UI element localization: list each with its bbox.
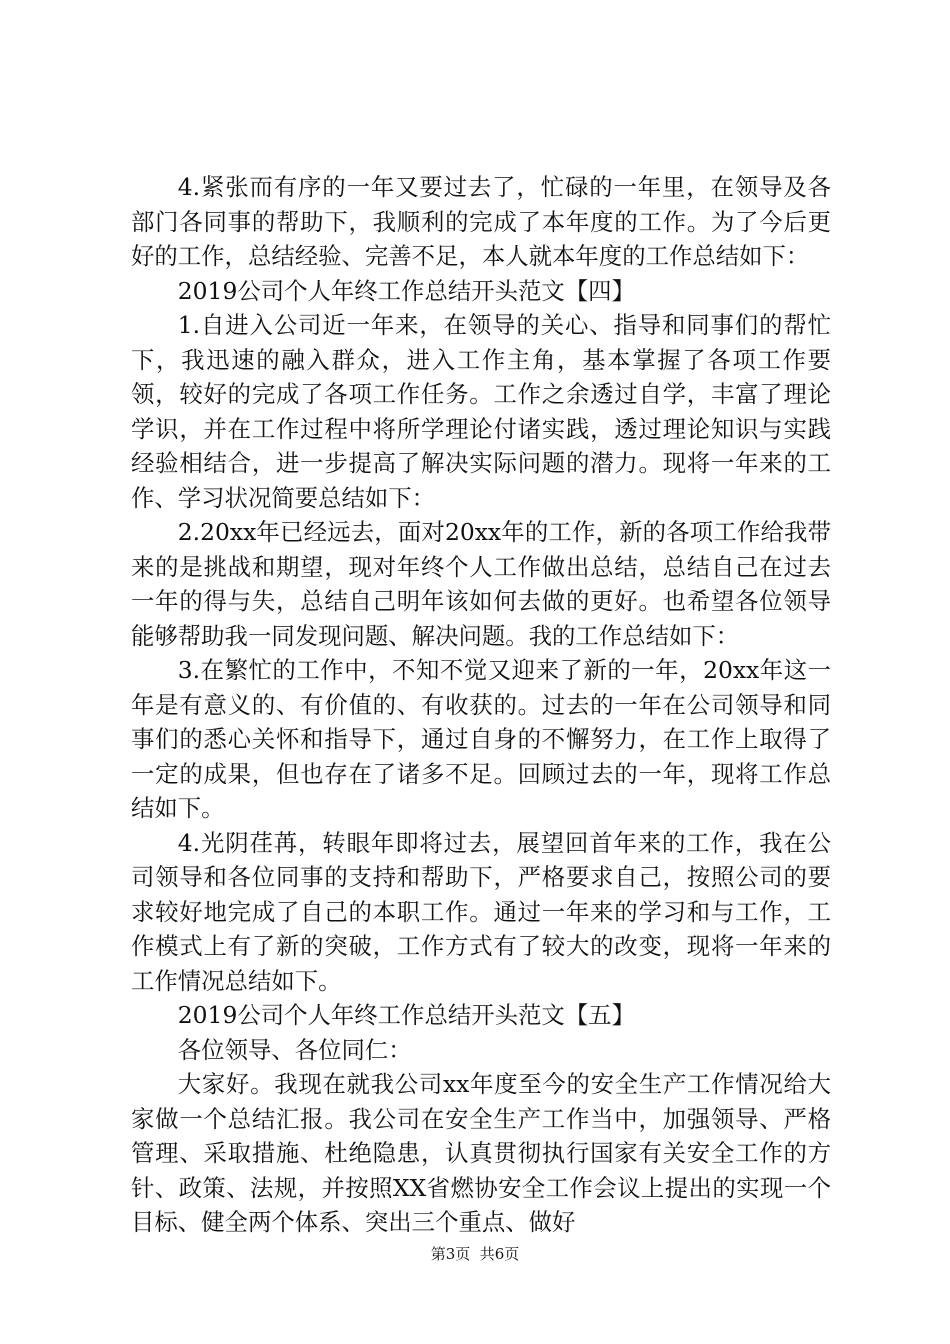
section-heading-four: 2019公司个人年终工作总结开头范文【四】 (177, 276, 635, 305)
paragraph-item-1: 1.自进入公司近一年来，在领导的关心、指导和同事们的帮忙下，我迅速的融入群众，进入工作主角，基本掌握了各项工作要领，较好的完成了各项工作任务。工作之余透过自学，丰富了理论学识，并在工作过程中将所学理论付诸实践，透过理论知识与实践经验相结合，进一步提高了解决实际问题的潜力。现将一年来的工作、学习状况简要总结如下： (131, 311, 831, 512)
paragraph-item-4: 4.光阴荏苒，转眼年即将过去，展望回首年来的工作，我在公司领导和各位同事的支持和帮助下，严格要求自己，按照公司的要求较好地完成了自己的本职工作。通过一年来的学习和与工作，工作模式上有了新的突破，工作方式有了较大的改变，现将一年来的工作情况总结如下。 (131, 828, 831, 995)
paragraph-intro-4: 4.紧张而有序的一年又要过去了，忙碌的一年里，在领导及各部门各同事的帮助下，我顺利的完成了本年度的工作。为了今后更好的工作，总结经验、完善不足，本人就本年度的工作总结如下： (131, 173, 831, 270)
section-heading-five: 2019公司个人年终工作总结开头范文【五】 (177, 1001, 635, 1029)
salutation: 各位领导、各位同仁： (177, 1035, 412, 1064)
document-body (131, 170, 831, 1240)
paragraph-report: 大家好。我现在就我公司xx年度至今的安全生产工作情况给大家做一个总结汇报。我公司在安全生产工作当中，加强领导、严格管理、采取措施、杜绝隐患，认真贯彻执行国家有关安全工作的方针、政策、法规，并按照XX省燃协安全工作会议上提出的实现一个目标、健全两个体系、突出三个重点、做好 (131, 1070, 831, 1236)
page-footer (0, 1244, 950, 1264)
paragraph-item-2: 2.20xx年已经远去，面对20xx年的工作，新的各项工作给我带来的是挑战和期望，现对年终个人工作做出总结，总结自己在过去一年的得与失，总结自己明年该如何去做的更好。也希望各位领导能够帮助我一同发现问题、解决问题。我的工作总结如下： (131, 518, 831, 650)
paragraph-item-3: 3.在繁忙的工作中，不知不觉又迎来了新的一年，20xx年这一年是有意义的、有价值的、有收获的。过去的一年在公司领导和同事们的悉心关怀和指导下，通过自身的不懈努力，在工作上取得了一定的成果，但也存在了诸多不足。回顾过去的一年，现将工作总结如下。 (131, 656, 831, 822)
page-number: 第3页 共6页 (430, 1245, 520, 1263)
